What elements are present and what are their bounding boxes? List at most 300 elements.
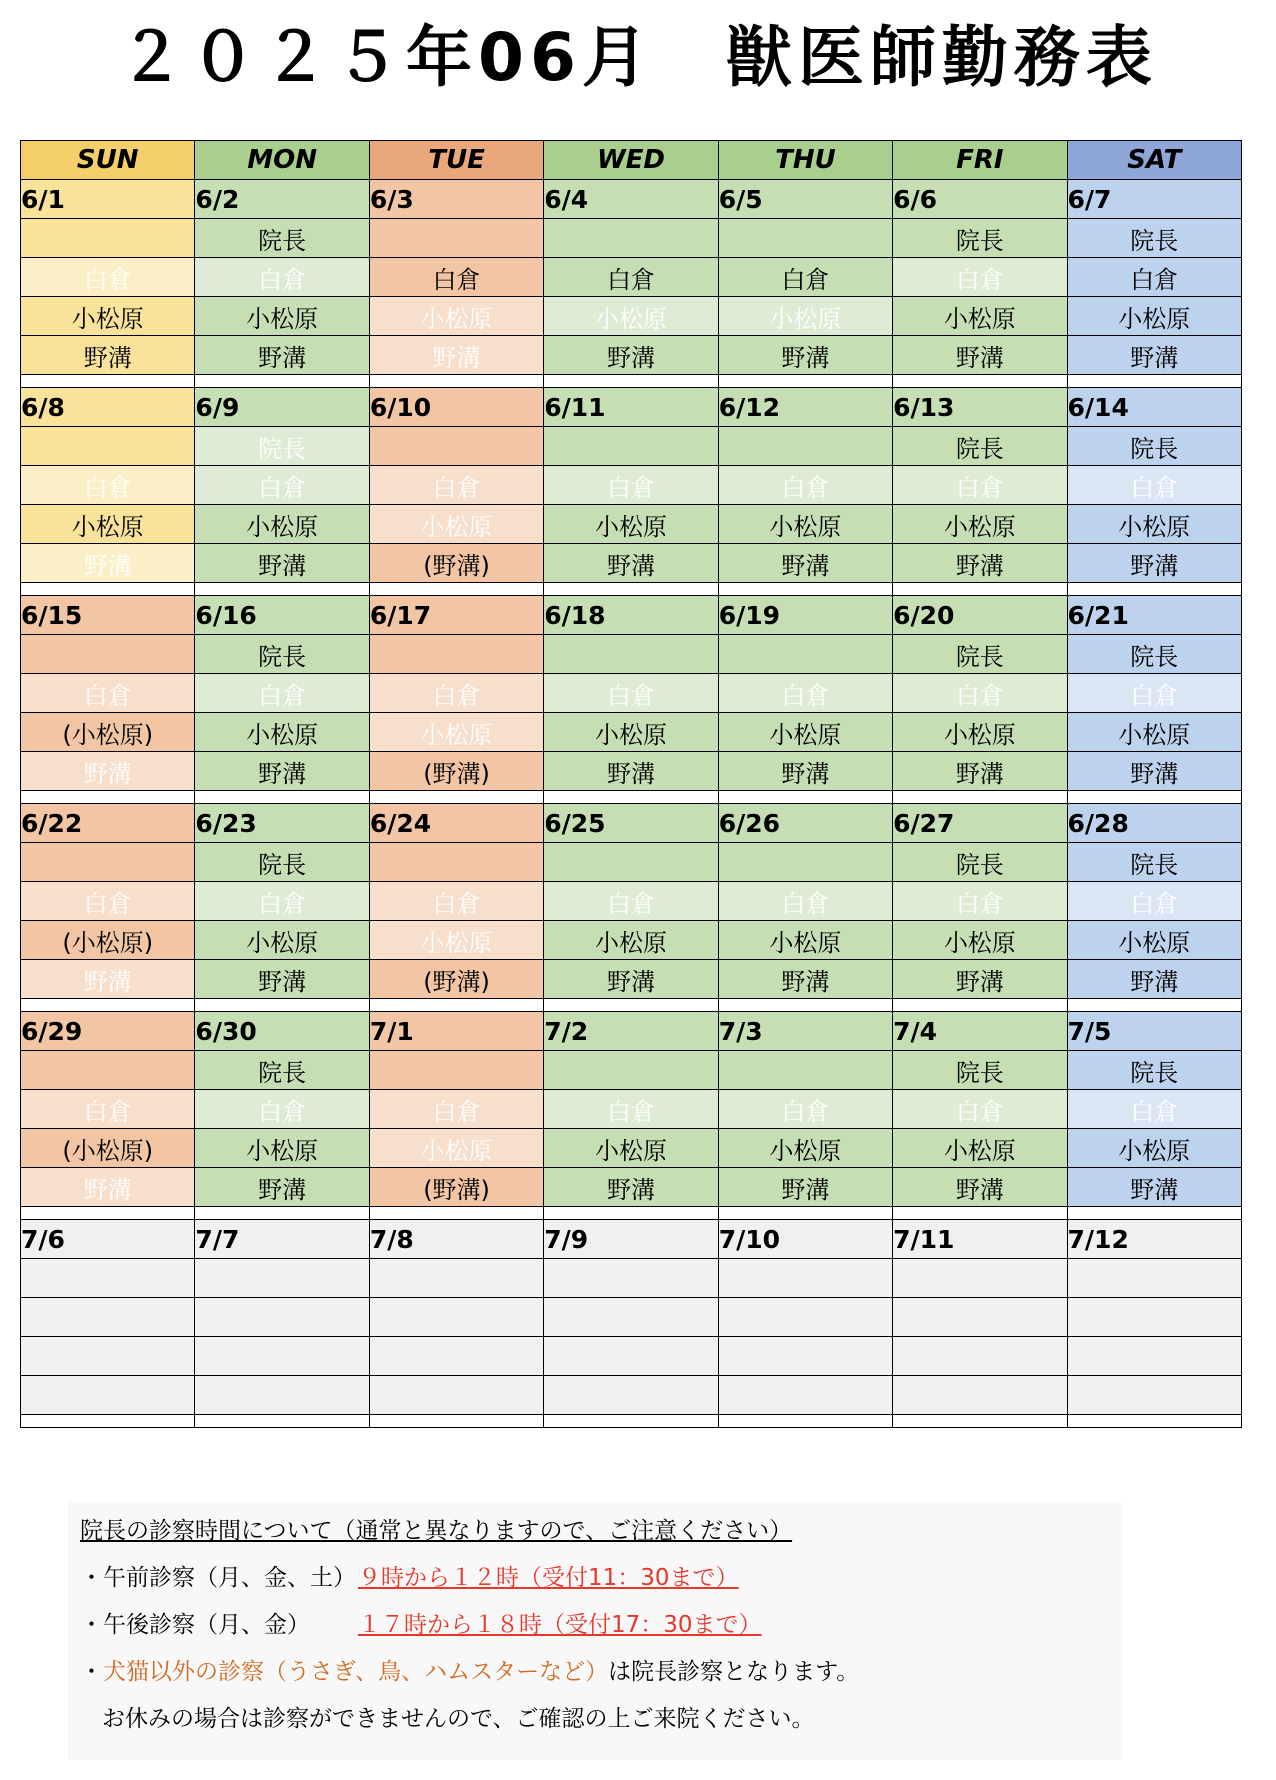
doctor-cell — [544, 1376, 718, 1415]
doctor-cell — [195, 1259, 369, 1298]
week-spacer — [21, 999, 1242, 1012]
doctor-cell: (小松原) — [21, 713, 195, 752]
date-row — [21, 1012, 1242, 1051]
weekday-header-1: MON — [195, 141, 369, 180]
doctor-cell: 白倉 — [369, 1090, 543, 1129]
doctor-cell: 野溝 — [1067, 752, 1241, 791]
doctor-cell — [893, 1376, 1067, 1415]
week-spacer — [21, 375, 1242, 388]
spacer-cell — [21, 1415, 195, 1428]
date-cell: 6/21 — [1067, 596, 1241, 635]
doctor-cell: 小松原 — [893, 505, 1067, 544]
doctor-cell: 小松原 — [21, 297, 195, 336]
doctor-cell — [893, 1298, 1067, 1337]
doctor-row — [21, 1129, 1242, 1168]
page-title: ２０２５年06月 獣医師勤務表 — [118, 19, 1158, 96]
doctor-cell — [369, 635, 543, 674]
doctor-cell: 白倉 — [718, 1090, 892, 1129]
am-time: ９時から１２時（受付11：30まで） — [358, 1565, 739, 1591]
date-cell: 7/8 — [369, 1220, 543, 1259]
doctor-cell: 院長 — [195, 1051, 369, 1090]
doctor-cell: 院長 — [1067, 427, 1241, 466]
doctor-cell: 院長 — [195, 427, 369, 466]
date-cell: 7/2 — [544, 1012, 718, 1051]
doctor-cell: 白倉 — [369, 674, 543, 713]
doctor-row — [21, 960, 1242, 999]
doctor-cell: 野溝 — [21, 544, 195, 583]
spacer-cell — [544, 1415, 718, 1428]
doctor-cell — [21, 1298, 195, 1337]
doctor-cell: 院長 — [893, 635, 1067, 674]
doctor-cell: 白倉 — [369, 258, 543, 297]
doctor-row — [21, 674, 1242, 713]
doctor-row — [21, 219, 1242, 258]
doctor-cell: 院長 — [893, 843, 1067, 882]
doctor-cell: (小松原) — [21, 1129, 195, 1168]
date-row — [21, 180, 1242, 219]
doctor-cell: 小松原 — [195, 921, 369, 960]
doctor-cell — [544, 1298, 718, 1337]
exotic-bullet: ・ — [80, 1659, 103, 1685]
doctor-row — [21, 1259, 1242, 1298]
weekday-header-4: THU — [718, 141, 892, 180]
weekday-header-5: FRI — [893, 141, 1067, 180]
spacer-cell — [544, 375, 718, 388]
spacer-cell — [195, 375, 369, 388]
doctor-row — [21, 1090, 1242, 1129]
spacer-cell — [1067, 999, 1241, 1012]
doctor-cell: 白倉 — [718, 466, 892, 505]
doctor-cell — [718, 843, 892, 882]
doctor-cell: 野溝 — [21, 752, 195, 791]
date-cell: 6/14 — [1067, 388, 1241, 427]
doctor-cell: 白倉 — [544, 258, 718, 297]
doctor-cell: 小松原 — [1067, 921, 1241, 960]
spacer-cell — [369, 1415, 543, 1428]
doctor-cell — [893, 1337, 1067, 1376]
doctor-cell — [1067, 1376, 1241, 1415]
doctor-cell — [369, 219, 543, 258]
doctor-cell: 野溝 — [893, 1168, 1067, 1207]
doctor-cell: 小松原 — [718, 713, 892, 752]
doctor-cell: 小松原 — [369, 713, 543, 752]
doctor-cell: 白倉 — [195, 882, 369, 921]
pm-time: １７時から１８時（受付17：30まで） — [358, 1612, 762, 1638]
date-cell: 6/28 — [1067, 804, 1241, 843]
doctor-cell: 院長 — [893, 1051, 1067, 1090]
notes-panel — [68, 1502, 1122, 1760]
date-cell: 6/12 — [718, 388, 892, 427]
doctor-cell — [893, 1259, 1067, 1298]
spacer-cell — [1067, 1207, 1241, 1220]
date-cell: 6/10 — [369, 388, 543, 427]
spacer-cell — [21, 375, 195, 388]
spacer-cell — [893, 1207, 1067, 1220]
doctor-cell: 小松原 — [195, 1129, 369, 1168]
doctor-cell: 野溝 — [1067, 544, 1241, 583]
doctor-cell: 野溝 — [369, 336, 543, 375]
doctor-cell — [718, 219, 892, 258]
doctor-cell — [21, 1051, 195, 1090]
spacer-cell — [369, 1207, 543, 1220]
date-row — [21, 388, 1242, 427]
doctor-cell: 小松原 — [369, 921, 543, 960]
spacer-cell — [1067, 375, 1241, 388]
doctor-cell: 小松原 — [1067, 713, 1241, 752]
doctor-cell: 野溝 — [718, 752, 892, 791]
doctor-cell: 白倉 — [1067, 258, 1241, 297]
date-cell: 6/9 — [195, 388, 369, 427]
exotic-line — [80, 1653, 859, 1686]
doctor-cell: 小松原 — [195, 297, 369, 336]
doctor-cell — [544, 635, 718, 674]
doctor-cell — [195, 1376, 369, 1415]
date-cell: 7/11 — [893, 1220, 1067, 1259]
doctor-cell: 野溝 — [195, 336, 369, 375]
doctor-cell: 小松原 — [544, 297, 718, 336]
doctor-row — [21, 544, 1242, 583]
date-cell: 7/9 — [544, 1220, 718, 1259]
doctor-cell — [21, 1376, 195, 1415]
doctor-row — [21, 505, 1242, 544]
date-row — [21, 1220, 1242, 1259]
date-cell: 6/18 — [544, 596, 718, 635]
doctor-cell — [1067, 1259, 1241, 1298]
doctor-cell — [544, 427, 718, 466]
date-cell: 6/20 — [893, 596, 1067, 635]
doctor-cell — [21, 843, 195, 882]
doctor-cell — [21, 1337, 195, 1376]
doctor-cell — [195, 1298, 369, 1337]
schedule-body — [21, 180, 1242, 1428]
doctor-cell: 白倉 — [21, 882, 195, 921]
doctor-row — [21, 713, 1242, 752]
doctor-cell: 白倉 — [544, 674, 718, 713]
doctor-row — [21, 752, 1242, 791]
date-cell: 7/10 — [718, 1220, 892, 1259]
date-cell: 7/3 — [718, 1012, 892, 1051]
spacer-cell — [544, 583, 718, 596]
doctor-cell — [369, 1259, 543, 1298]
spacer-cell — [718, 999, 892, 1012]
date-cell: 6/19 — [718, 596, 892, 635]
spacer-cell — [195, 999, 369, 1012]
doctor-cell: 野溝 — [544, 336, 718, 375]
spacer-cell — [718, 1207, 892, 1220]
doctor-cell: 野溝 — [21, 1168, 195, 1207]
doctor-cell: 小松原 — [1067, 505, 1241, 544]
doctor-cell: (野溝) — [369, 960, 543, 999]
doctor-cell: 白倉 — [1067, 1090, 1241, 1129]
doctor-cell: 白倉 — [544, 882, 718, 921]
doctor-cell: 院長 — [893, 219, 1067, 258]
date-cell: 6/25 — [544, 804, 718, 843]
date-cell: 7/4 — [893, 1012, 1067, 1051]
date-cell: 7/1 — [369, 1012, 543, 1051]
doctor-cell: 野溝 — [893, 336, 1067, 375]
date-cell: 6/6 — [893, 180, 1067, 219]
spacer-cell — [718, 791, 892, 804]
date-cell: 6/1 — [21, 180, 195, 219]
doctor-cell: 野溝 — [718, 544, 892, 583]
doctor-cell: 白倉 — [718, 258, 892, 297]
weekday-header-row — [21, 141, 1242, 180]
doctor-cell: 白倉 — [893, 674, 1067, 713]
doctor-cell: 院長 — [1067, 635, 1241, 674]
doctor-cell — [718, 1259, 892, 1298]
weekday-header-6: SAT — [1067, 141, 1241, 180]
notes-heading: 院長の診察時間について（通常と異なりますので、ご注意ください） — [80, 1518, 793, 1544]
doctor-cell — [718, 1298, 892, 1337]
doctor-cell: 野溝 — [1067, 1168, 1241, 1207]
doctor-cell — [369, 1298, 543, 1337]
spacer-cell — [1067, 791, 1241, 804]
doctor-cell: 白倉 — [544, 1090, 718, 1129]
doctor-cell: 白倉 — [369, 466, 543, 505]
doctor-cell: 白倉 — [195, 466, 369, 505]
weekday-header-2: TUE — [369, 141, 543, 180]
doctor-cell: 野溝 — [893, 752, 1067, 791]
week-spacer — [21, 1207, 1242, 1220]
doctor-cell — [544, 219, 718, 258]
doctor-cell: 院長 — [1067, 843, 1241, 882]
spacer-cell — [21, 583, 195, 596]
doctor-cell: 野溝 — [718, 1168, 892, 1207]
doctor-cell: 白倉 — [195, 258, 369, 297]
doctor-cell: 小松原 — [718, 921, 892, 960]
date-row — [21, 804, 1242, 843]
doctor-cell — [369, 1337, 543, 1376]
doctor-cell — [1067, 1298, 1241, 1337]
doctor-cell: 野溝 — [21, 960, 195, 999]
doctor-cell: 小松原 — [195, 505, 369, 544]
doctor-cell: 小松原 — [369, 505, 543, 544]
weekday-header-3: WED — [544, 141, 718, 180]
pm-label: ・午後診察（月、金） — [80, 1612, 310, 1638]
doctor-cell — [544, 843, 718, 882]
doctor-cell: 小松原 — [893, 713, 1067, 752]
date-cell: 6/8 — [21, 388, 195, 427]
spacer-cell — [544, 1207, 718, 1220]
doctor-cell — [718, 635, 892, 674]
date-cell: 6/23 — [195, 804, 369, 843]
doctor-cell: 院長 — [195, 635, 369, 674]
spacer-cell — [21, 791, 195, 804]
doctor-row — [21, 843, 1242, 882]
date-cell: 6/5 — [718, 180, 892, 219]
doctor-cell — [718, 1376, 892, 1415]
doctor-row — [21, 882, 1242, 921]
date-cell: 7/7 — [195, 1220, 369, 1259]
doctor-cell: 小松原 — [1067, 297, 1241, 336]
doctor-cell: 白倉 — [718, 674, 892, 713]
weekday-header-0: SUN — [21, 141, 195, 180]
date-cell: 6/4 — [544, 180, 718, 219]
doctor-cell: 野溝 — [544, 960, 718, 999]
doctor-cell: 小松原 — [544, 713, 718, 752]
spacer-cell — [718, 583, 892, 596]
doctor-cell: 白倉 — [195, 1090, 369, 1129]
doctor-cell: 野溝 — [718, 960, 892, 999]
doctor-row — [21, 297, 1242, 336]
exotic-label: 犬猫以外の診察（うさぎ、鳥、ハムスターなど） — [103, 1659, 609, 1685]
doctor-cell: 野溝 — [718, 336, 892, 375]
doctor-cell: 院長 — [893, 427, 1067, 466]
doctor-cell: 白倉 — [1067, 674, 1241, 713]
doctor-cell — [21, 1259, 195, 1298]
doctor-cell: 院長 — [1067, 219, 1241, 258]
doctor-cell — [544, 1259, 718, 1298]
spacer-cell — [544, 791, 718, 804]
doctor-cell: 小松原 — [21, 505, 195, 544]
exotic-suffix: は院長診察となります。 — [608, 1659, 860, 1685]
date-cell: 6/26 — [718, 804, 892, 843]
doctor-cell: 白倉 — [1067, 466, 1241, 505]
doctor-cell: 小松原 — [718, 297, 892, 336]
date-cell: 6/17 — [369, 596, 543, 635]
doctor-cell: 野溝 — [195, 1168, 369, 1207]
week-spacer — [21, 791, 1242, 804]
doctor-cell: 白倉 — [893, 882, 1067, 921]
date-cell: 6/2 — [195, 180, 369, 219]
spacer-cell — [195, 1207, 369, 1220]
doctor-cell: 野溝 — [544, 1168, 718, 1207]
doctor-cell: 野溝 — [544, 752, 718, 791]
closing-note: お休みの場合は診察ができませんので、ご確認の上ご来院ください。 — [102, 1706, 815, 1732]
doctor-cell: 野溝 — [893, 960, 1067, 999]
doctor-cell — [718, 1337, 892, 1376]
date-cell: 7/5 — [1067, 1012, 1241, 1051]
date-cell: 6/27 — [893, 804, 1067, 843]
doctor-cell: 小松原 — [544, 505, 718, 544]
spacer-cell — [718, 375, 892, 388]
doctor-row — [21, 1051, 1242, 1090]
doctor-cell: 小松原 — [1067, 1129, 1241, 1168]
doctor-cell: 白倉 — [369, 882, 543, 921]
doctor-row — [21, 1376, 1242, 1415]
doctor-cell: 白倉 — [1067, 882, 1241, 921]
am-label: ・午前診察（月、金、土） — [80, 1565, 356, 1591]
spacer-cell — [893, 999, 1067, 1012]
doctor-cell: 小松原 — [893, 1129, 1067, 1168]
date-cell: 6/30 — [195, 1012, 369, 1051]
doctor-cell — [21, 219, 195, 258]
doctor-cell: 白倉 — [21, 466, 195, 505]
doctor-cell: 小松原 — [893, 921, 1067, 960]
doctor-cell: 白倉 — [718, 882, 892, 921]
doctor-cell: 野溝 — [195, 752, 369, 791]
doctor-cell: 小松原 — [369, 1129, 543, 1168]
doctor-cell: 野溝 — [544, 544, 718, 583]
doctor-cell: 野溝 — [1067, 960, 1241, 999]
doctor-cell: 小松原 — [544, 921, 718, 960]
doctor-cell — [544, 1051, 718, 1090]
doctor-cell: (小松原) — [21, 921, 195, 960]
spacer-cell — [893, 375, 1067, 388]
spacer-cell — [893, 583, 1067, 596]
doctor-cell — [369, 1376, 543, 1415]
doctor-cell — [718, 427, 892, 466]
date-cell: 6/7 — [1067, 180, 1241, 219]
doctor-cell: 白倉 — [893, 258, 1067, 297]
doctor-cell: 野溝 — [195, 960, 369, 999]
doctor-row — [21, 1337, 1242, 1376]
spacer-cell — [718, 1415, 892, 1428]
date-cell: 6/22 — [21, 804, 195, 843]
spacer-cell — [544, 999, 718, 1012]
doctor-cell: 院長 — [195, 219, 369, 258]
spacer-cell — [369, 999, 543, 1012]
doctor-cell — [369, 843, 543, 882]
spacer-cell — [369, 375, 543, 388]
doctor-row — [21, 921, 1242, 960]
doctor-cell: (野溝) — [369, 544, 543, 583]
date-cell: 6/11 — [544, 388, 718, 427]
doctor-row — [21, 466, 1242, 505]
date-cell: 6/13 — [893, 388, 1067, 427]
doctor-cell — [544, 1337, 718, 1376]
schedule-table — [20, 140, 1242, 1428]
date-cell: 6/29 — [21, 1012, 195, 1051]
doctor-cell: 野溝 — [1067, 336, 1241, 375]
doctor-cell — [718, 1051, 892, 1090]
doctor-cell: 小松原 — [195, 713, 369, 752]
date-cell: 7/6 — [21, 1220, 195, 1259]
doctor-row — [21, 1168, 1242, 1207]
doctor-row — [21, 427, 1242, 466]
doctor-row — [21, 1298, 1242, 1337]
doctor-cell — [195, 1337, 369, 1376]
spacer-cell — [369, 791, 543, 804]
doctor-cell — [21, 635, 195, 674]
spacer-cell — [21, 1207, 195, 1220]
spacer-cell — [1067, 583, 1241, 596]
doctor-cell: 小松原 — [369, 297, 543, 336]
doctor-cell: 小松原 — [718, 1129, 892, 1168]
doctor-cell — [369, 427, 543, 466]
doctor-cell: 小松原 — [544, 1129, 718, 1168]
doctor-cell: 白倉 — [544, 466, 718, 505]
doctor-cell: 野溝 — [195, 544, 369, 583]
doctor-cell: 白倉 — [21, 1090, 195, 1129]
spacer-cell — [893, 1415, 1067, 1428]
doctor-cell: 白倉 — [893, 1090, 1067, 1129]
week-spacer — [21, 1415, 1242, 1428]
spacer-cell — [195, 583, 369, 596]
doctor-cell: 院長 — [1067, 1051, 1241, 1090]
doctor-cell — [369, 1051, 543, 1090]
week-spacer — [21, 583, 1242, 596]
doctor-row — [21, 635, 1242, 674]
spacer-cell — [893, 791, 1067, 804]
doctor-cell — [21, 427, 195, 466]
date-row — [21, 596, 1242, 635]
doctor-row — [21, 336, 1242, 375]
doctor-cell: 小松原 — [718, 505, 892, 544]
doctor-cell: (野溝) — [369, 752, 543, 791]
doctor-cell: 野溝 — [21, 336, 195, 375]
date-cell: 7/12 — [1067, 1220, 1241, 1259]
doctor-cell — [1067, 1337, 1241, 1376]
date-cell: 6/15 — [21, 596, 195, 635]
date-cell: 6/16 — [195, 596, 369, 635]
doctor-cell: (野溝) — [369, 1168, 543, 1207]
date-cell: 6/24 — [369, 804, 543, 843]
doctor-cell: 白倉 — [195, 674, 369, 713]
spacer-cell — [195, 791, 369, 804]
doctor-row — [21, 258, 1242, 297]
spacer-cell — [1067, 1415, 1241, 1428]
